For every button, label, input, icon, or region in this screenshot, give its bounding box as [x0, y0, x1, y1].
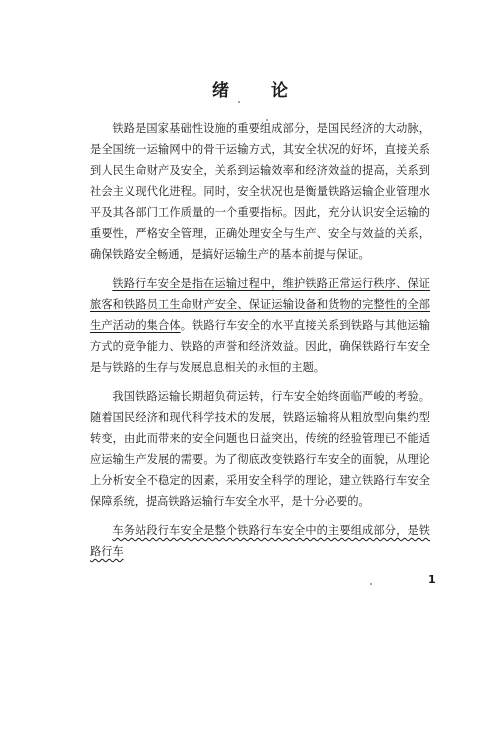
paragraph-3: 我国铁路运输长期超负荷运转，行车安全始终面临严峻的考验。随着国民经济和现代科学技术的发展，铁路运输将从粗放型向集约型转变，由此而带来的安全问题也日益突出，传统的经验管理已不能适应运输生产发展的需要。为了彻底改变铁路行车安全的面貌，从理论上分析安全不稳定的因素，采用安全科学的理论，建立铁路行车安全保障系统，提高铁路运输行车安全水平，是十分必要的。: [90, 390, 430, 508]
body-text: [90, 118, 430, 568]
page-number: 1: [428, 573, 436, 586]
wavy-underlined-passage: 车务站段行车安全是整个铁路行车安全中的主要组成部分，是铁路行车: [90, 524, 430, 558]
paragraph-2-rest: 。铁路行车安全的水平直接关系到铁路与其他运输方式的竞争能力、铁路的声誉和经济效益。因此，确保铁路行车安全是与铁路的生存与发展息息相关的永恒的主题。: [90, 319, 430, 374]
scan-speck: [370, 583, 372, 585]
scan-speck: [266, 119, 268, 121]
scan-speck: [238, 101, 240, 103]
underlined-passage: 铁路行车安全是指在运输过程中，维护铁路正常运行秩序、保证旅客和铁路员工生命财产安全、保证运输设备和货物的完整性的全部生产活动的集合体: [90, 277, 430, 332]
paragraph-1: 铁路是国家基础性设施的重要组成部分，是国民经济的大动脉，是全国统一运输网中的骨干运输方式，其安全状况的好坏，直接关系到人民生命财产及安全，关系到运输效率和经济效益的提高，关系到社会主义现代化进程。同时，安全状况也是衡量铁路运输企业管理水平及其各部门工作质量的一个重要指标。因此，充分认识安全运输的重要性，严格安全管理，正确处理安全与生产、安全与效益的关系，确保铁路安全畅通，是搞好运输生产的基本前提与保证。: [90, 122, 430, 261]
page-title: 绪 论: [212, 81, 306, 101]
paragraph-2: [90, 273, 430, 378]
paragraph-4: [90, 520, 430, 562]
